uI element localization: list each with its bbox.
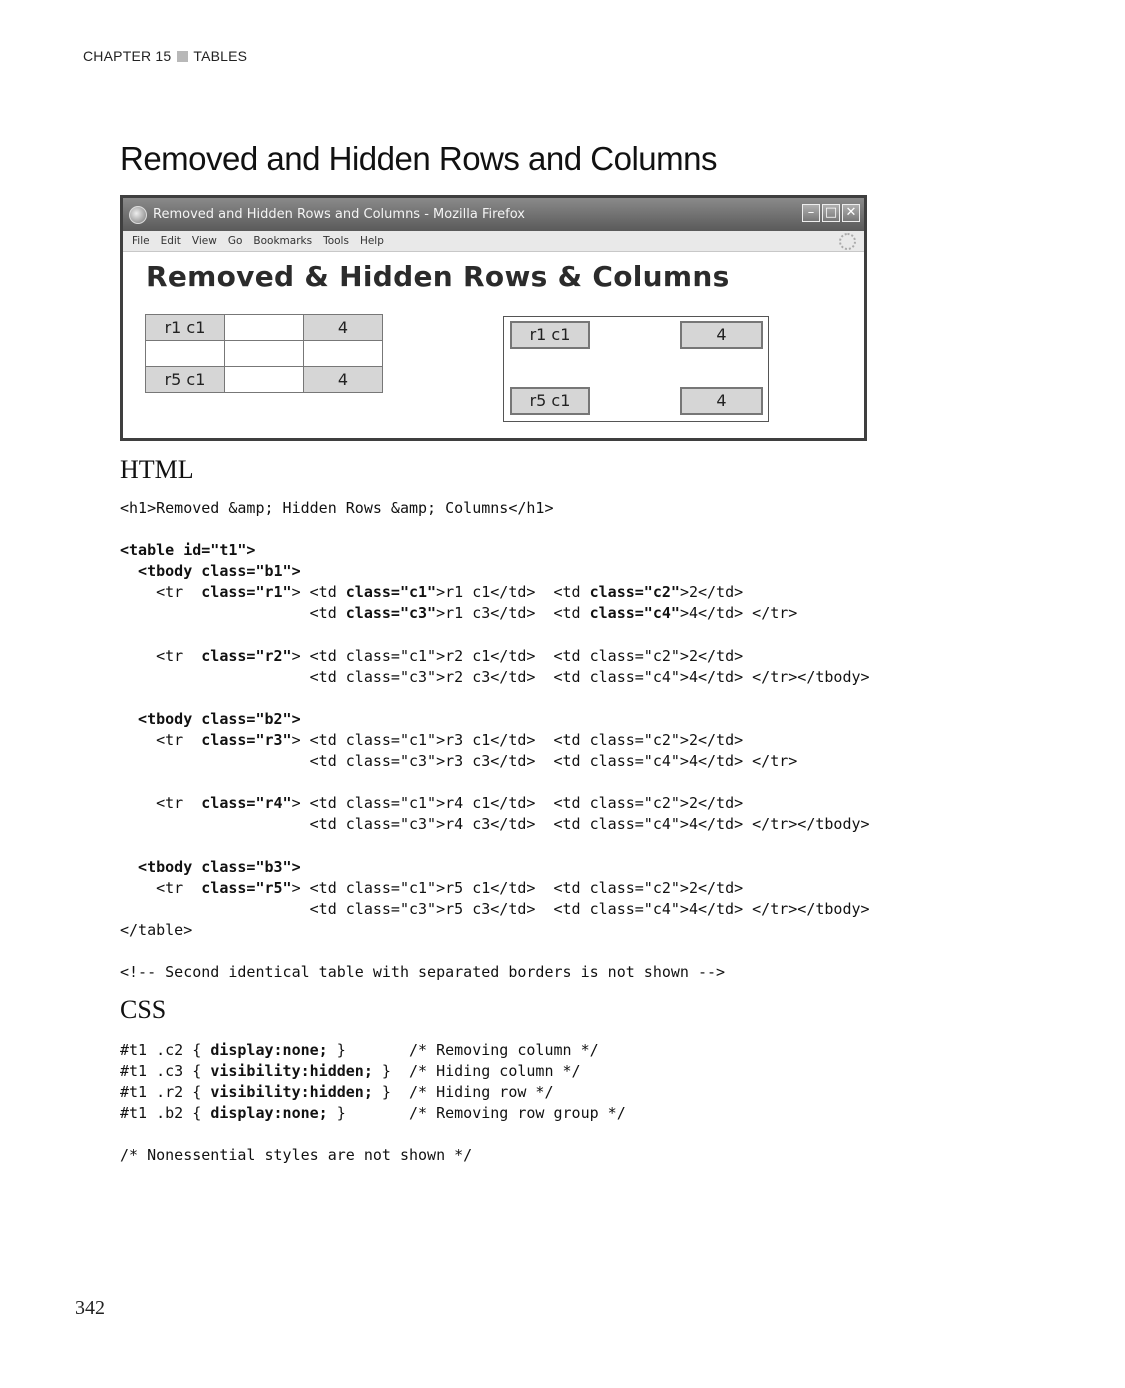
code-fragment: } /* Hiding row */ (372, 1083, 554, 1102)
code-fragment: class="c3" (345, 604, 437, 623)
code-fragment: #t1 .r2 { (120, 1083, 211, 1102)
code-fragment: <tr (120, 646, 202, 665)
menu-bookmarks[interactable]: Bookmarks (253, 235, 313, 247)
table-cell (225, 367, 304, 393)
table-row (146, 315, 383, 341)
css-code-block (120, 1040, 626, 1167)
browser-menubar (123, 231, 864, 252)
code-fragment: >2</td> (679, 583, 744, 602)
firefox-icon (129, 206, 147, 224)
code-line (120, 879, 743, 897)
browser-screenshot (120, 195, 867, 441)
menu-help[interactable]: Help (359, 235, 384, 247)
code-fragment: class="r2" (201, 646, 292, 665)
table-cell: r5 c1 (146, 367, 225, 393)
code-fragment: display:none; (210, 1041, 328, 1059)
code-line (120, 647, 743, 665)
running-head (83, 48, 247, 64)
html-heading: HTML (120, 455, 194, 484)
code-fragment: <td (120, 604, 346, 623)
table-cell: 4 (304, 315, 383, 341)
code-fragment: class="c4" (589, 604, 680, 623)
code-line: <td class="c3">r3 c3</td> <td class="c4">4</td> </tr> (120, 752, 798, 771)
code-line: <tbody class="b3"> (120, 857, 301, 876)
table-cell: 4 (304, 367, 383, 393)
code-line (120, 1062, 581, 1080)
demo-table-separated (503, 316, 769, 422)
browser-window-title: Removed and Hidden Rows and Columns - Mozilla Firefox (153, 207, 525, 222)
maximize-icon[interactable]: □ (822, 204, 840, 222)
code-fragment: display:none; (210, 1104, 328, 1123)
browser-content (123, 252, 864, 438)
code-fragment: >r1 c3</td> <td (436, 604, 590, 623)
code-line (120, 794, 743, 812)
code-line (120, 604, 797, 622)
code-fragment: #t1 .c3 { (120, 1062, 211, 1081)
table-cell: 4 (680, 387, 763, 415)
code-fragment: class="c2" (589, 583, 680, 602)
running-head-chapter: CHAPTER 15 (83, 48, 172, 64)
table-cell: r1 c1 (146, 315, 225, 341)
code-fragment: > <td class="c1">r2 c1</td> <td class="c2">2</td> (291, 646, 744, 665)
throbber-icon (839, 233, 856, 250)
code-fragment: class="r3" (201, 731, 292, 750)
table-cell (146, 341, 225, 367)
browser-titlebar (123, 198, 864, 231)
table-row (146, 367, 383, 393)
code-fragment: > <td class="c1">r5 c1</td> <td class="c2">2</td> (291, 878, 744, 897)
css-heading: CSS (120, 995, 167, 1024)
running-head-square-icon (177, 51, 188, 62)
code-line: <tbody class="b2"> (120, 709, 301, 728)
close-icon[interactable]: ✕ (842, 204, 860, 222)
table-cell: r5 c1 (510, 387, 590, 415)
table-cell (225, 315, 304, 341)
menu-view[interactable]: View (191, 235, 217, 247)
demo-table-collapsed (145, 314, 383, 393)
code-line (120, 583, 743, 601)
code-fragment: visibility:hidden; (210, 1083, 373, 1102)
code-fragment: #t1 .b2 { (120, 1104, 211, 1123)
code-line (120, 731, 743, 749)
table-row (146, 341, 383, 367)
code-fragment: > <td (291, 583, 346, 602)
demo-page-heading: Removed & Hidden Rows & Columns (146, 260, 730, 293)
code-line: <h1>Removed &amp; Hidden Rows &amp; Columns</h1> (120, 499, 554, 517)
code-line: <!-- Second identical table with separated borders is not shown --> (120, 963, 726, 982)
code-fragment: > <td class="c1">r4 c1</td> <td class="c2">2</td> (291, 794, 744, 813)
code-fragment: class="r4" (201, 794, 292, 813)
minimize-icon[interactable]: – (802, 204, 820, 222)
menu-file[interactable]: File (132, 235, 150, 247)
table-cell: r1 c1 (510, 321, 590, 349)
code-fragment: >r1 c1</td> <td (436, 583, 590, 602)
menu-tools[interactable]: Tools (323, 235, 349, 247)
table-cell: 4 (680, 321, 763, 349)
code-line: <tbody class="b1"> (120, 562, 301, 581)
code-fragment: visibility:hidden; (210, 1062, 373, 1081)
table-cell (304, 341, 383, 367)
code-fragment: <tr (120, 878, 202, 897)
code-line: <td class="c3">r2 c3</td> <td class="c4">4</td> </tr></tbody> (120, 667, 870, 686)
menu-go[interactable]: Go (227, 235, 243, 247)
window-buttons (802, 204, 860, 222)
menu-edit[interactable]: Edit (160, 235, 181, 247)
code-fragment: class="c1" (345, 583, 437, 602)
code-fragment: >4</td> </tr> (679, 604, 798, 623)
code-line: </table> (120, 920, 193, 939)
code-fragment: <tr (120, 794, 202, 813)
code-line: /* Nonessential styles are not shown */ (120, 1146, 473, 1165)
table-cell (225, 341, 304, 367)
code-line (120, 1041, 599, 1059)
code-line (120, 1104, 626, 1122)
code-fragment: > <td class="c1">r3 c1</td> <td class="c2">2</td> (291, 731, 744, 750)
code-fragment: class="r1" (201, 583, 292, 602)
code-fragment: class="r5" (201, 878, 292, 897)
code-line: <td class="c3">r5 c3</td> <td class="c4">4</td> </tr></tbody> (120, 899, 870, 918)
code-line: <td class="c3">r4 c3</td> <td class="c4">4</td> </tr></tbody> (120, 815, 870, 834)
code-line (120, 1083, 554, 1101)
code-fragment: <tr (120, 731, 202, 750)
code-line: <table id="t1"> (120, 541, 256, 560)
code-fragment: <tr (120, 583, 202, 602)
section-title: Removed and Hidden Rows and Columns (120, 140, 717, 177)
code-fragment: } /* Hiding column */ (372, 1062, 581, 1081)
html-code-block (120, 498, 870, 983)
code-fragment: } /* Removing row group */ (327, 1104, 626, 1123)
code-fragment: #t1 .c2 { (120, 1041, 211, 1059)
running-head-section: TABLES (193, 48, 248, 64)
code-fragment: } /* Removing column */ (327, 1041, 599, 1059)
page-number: 342 (75, 1297, 105, 1319)
